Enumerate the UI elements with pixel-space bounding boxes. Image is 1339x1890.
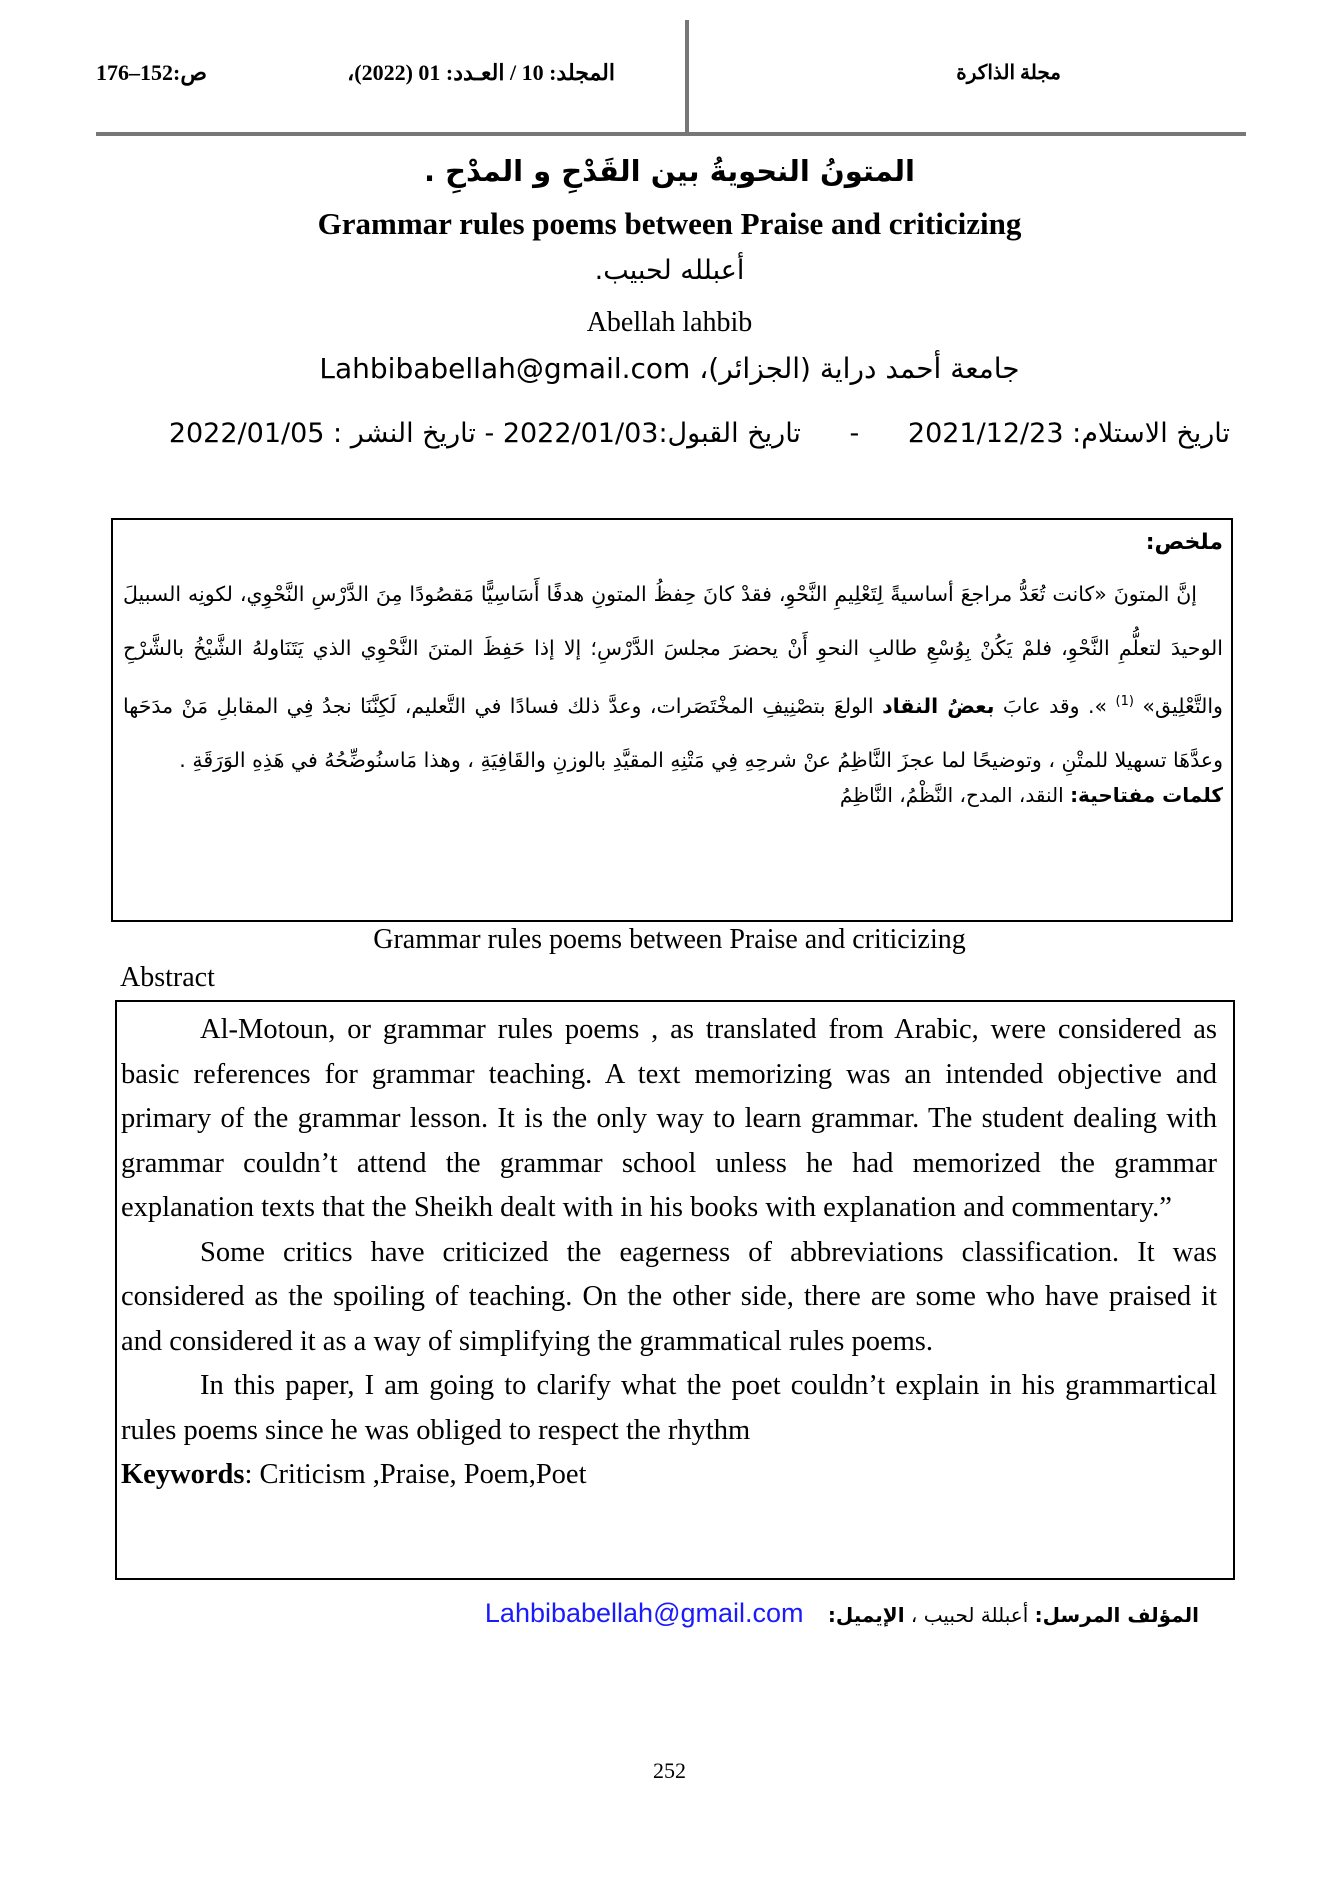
abstract-label: Abstract bbox=[120, 962, 215, 993]
header-divider-horizontal bbox=[96, 132, 1246, 136]
author-arabic: أعبلله لحبيب. bbox=[594, 255, 745, 286]
header-divider-vertical bbox=[685, 20, 689, 132]
journal-name: مجلة الذاكرة bbox=[956, 62, 1061, 84]
arabic-keywords-value: النقد، المدح، النَّظْمُ، النَّاظِمُ bbox=[839, 782, 1064, 807]
page-range-value: 176–152 bbox=[96, 60, 173, 85]
english-keywords bbox=[121, 1453, 1217, 1498]
title-arabic: المتونُ النحويةُ بين القَدْحِ و المدْحِ . bbox=[424, 154, 915, 188]
arabic-abstract-text-1: إنَّ المتونَ «كانت تُعَدُّ مراجعَ أساسيةً لِتَعْلِيمِ النَّحْوِ، فقدْ كانَ حِفظُ المتونِ هدفًا أَسَاسِيًّا مَقصُودًا مِنَ الدَّرْسِ النَّحْوِي، لكونِه السبيلَ الوحيدَ لتعلُّمِ النَّحْوِ، فلمْ يَكُنْ بِوُسْعِ طالبِ النحوِ أَنْ يحضرَ مجلسَ الدَّرْسِ؛ إلا إذا حَفِظَ المتنَ النَّحْوِي الذي يَتَنَاولهُ الشَّيْخُ بالشَّرْحِ والتَّعْلِيق» bbox=[123, 582, 1223, 718]
arabic-keywords-label: كلمات مفتاحية: bbox=[1070, 782, 1223, 807]
received-date: تاريخ الاستلام: 2021/12/23 bbox=[907, 418, 1230, 449]
arabic-abstract-heading: ملخص: bbox=[1145, 530, 1223, 555]
arabic-abstract-bold: بعضُ النقاد bbox=[882, 693, 995, 718]
volume-issue: المجلد: 10 / العـدد: 01 (2022)، bbox=[347, 60, 615, 85]
date-separator: - bbox=[849, 418, 860, 449]
page-range-prefix: ص: bbox=[173, 60, 207, 85]
english-keywords-label: Keywords bbox=[121, 1459, 245, 1490]
arabic-abstract-text-2: ». وقد عابَ bbox=[1002, 693, 1108, 718]
corresponding-label: المؤلف المرسل: bbox=[1034, 1603, 1199, 1627]
footnote-ref[interactable]: (1) bbox=[1115, 694, 1134, 709]
corresponding-name: أعبللة لحبيب ، bbox=[910, 1603, 1029, 1627]
english-keywords-value: : Criticism ,Praise, Poem,Poet bbox=[244, 1459, 587, 1490]
abstract-paragraph: Al-Motoun, or grammar rules poems , as translated from Arabic, were considered as basic references for grammar teaching. A text memorizing was an intended objective and primary of the grammar lesson. It is the only way to learn grammar. The student dealing with grammar couldn’t attend the grammar school unless he had memorized the grammar explanation texts that the Sheikh dealt with in his books with explanation and commentary.” bbox=[121, 1014, 1217, 1223]
arabic-abstract-box bbox=[111, 518, 1233, 922]
abstract-paragraph: In this paper, I am going to clarify what the poet couldn’t explain in his grammartical rules poems since he was obliged to respect the rhythm bbox=[121, 1370, 1217, 1446]
affiliation: جامعة أحمد دراية (الجزائر)، Lahbibabellah@gmail.com bbox=[319, 352, 1020, 385]
english-abstract-title: Grammar rules poems between Praise and criticizing bbox=[373, 924, 966, 955]
author-english: Abellah lahbib bbox=[586, 307, 753, 338]
accepted-date: تاريخ القبول:2022/01/03 bbox=[502, 418, 801, 449]
email-label: الإيميل: bbox=[827, 1603, 905, 1627]
dates-line bbox=[120, 418, 1230, 449]
page-number: 252 bbox=[653, 1758, 686, 1783]
abstract-paragraph: Some critics have criticized the eagerness of abbreviations classification. It was considered as the spoiling of teaching. On the other side, there are some who have praised it and considered it as a way of simplifying the grammatical rules poems. bbox=[121, 1236, 1217, 1357]
corresponding-email-link[interactable]: Lahbibabellah@gmail.com bbox=[484, 1598, 804, 1628]
corresponding-author bbox=[485, 1598, 1199, 1629]
published-date: - تاريخ النشر : 2022/01/05 bbox=[168, 418, 495, 449]
page-range bbox=[96, 60, 207, 86]
arabic-abstract-body bbox=[123, 567, 1223, 787]
arabic-abstract-text-3: الولعَ بتصْنِيفِ المخْتَصَرات، وعدَّ ذلك فسادًا في التَّعليم، لَكِنَّنَا نجدُ فِي المقابلِ مَنْ مدَحَها وعدَّهَا تسهيلا للمتْنِ ، وتوضيحًا لما عجزَ النَّاظِمُ عنْ شرحِهِ فِي مَتْنِهِ المقيَّدِ بالوزنِ والقَافِيَةِ ، وهذا مَاسنُوضِّحُهُ في هَذِهِ الوَرَقَةِ . bbox=[123, 693, 1223, 772]
english-abstract-box bbox=[115, 1000, 1235, 1580]
title-english: Grammar rules poems between Praise and criticizing bbox=[317, 206, 1022, 241]
